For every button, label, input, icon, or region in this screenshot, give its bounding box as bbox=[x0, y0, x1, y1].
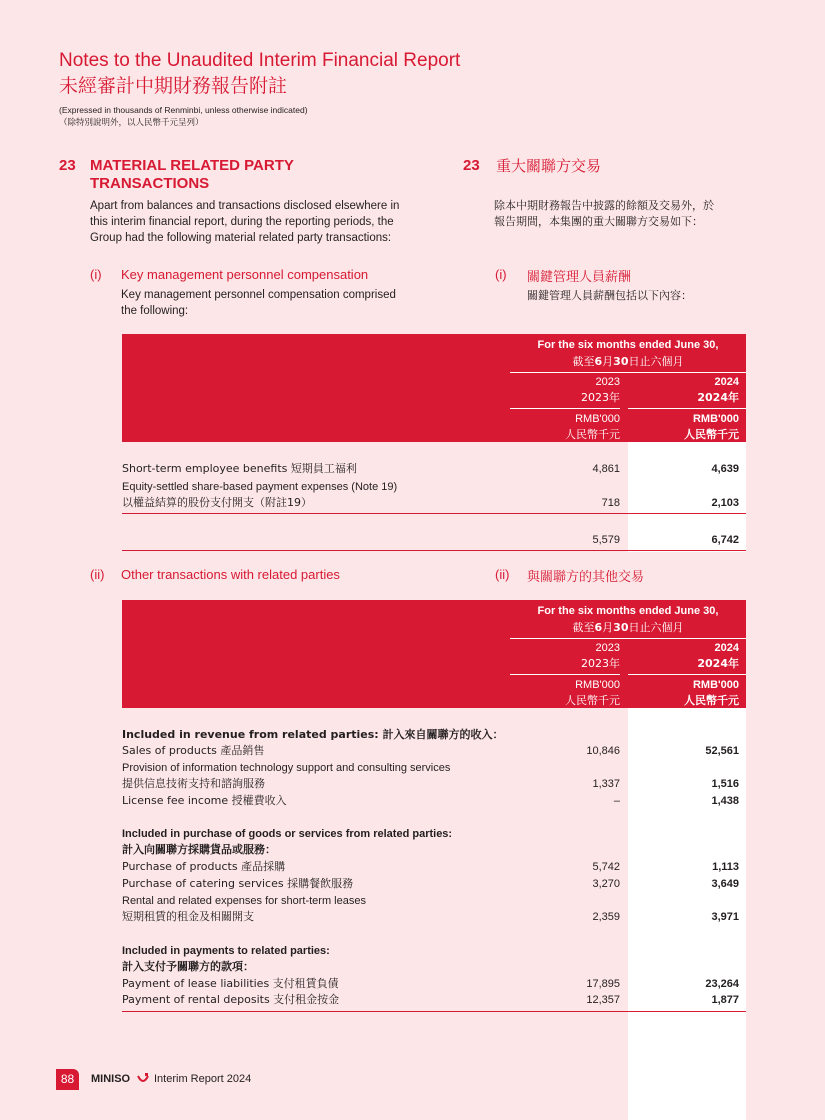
sub-i-desc-zh: 關鍵管理人員薪酬包括以下內容： bbox=[527, 289, 692, 302]
year-2024-zh: 2024年 bbox=[697, 391, 739, 404]
miniso-smile-icon bbox=[136, 1072, 150, 1086]
unit-2023: RMB'000 bbox=[575, 413, 620, 425]
page-title-zh: 未經審計中期財務報告附註 bbox=[59, 75, 288, 97]
expressed-note-en: (Expressed in thousands of Renminbi, unless otherwise indicated) bbox=[59, 105, 308, 115]
page-title-en: Notes to the Unaudited Interim Financial Report bbox=[59, 50, 461, 71]
intro-zh-1: 除本中期財務報告中披露的餘額及交易外，於 bbox=[494, 199, 714, 212]
intro-en-1: Apart from balances and transactions disclosed elsewhere in bbox=[90, 200, 400, 212]
section-title-zh: 重大關聯方交易 bbox=[496, 157, 602, 175]
intro-en-2: this interim financial report, during the reporting periods, the bbox=[90, 216, 394, 228]
sub-ii-marker-zh: (ii) bbox=[495, 567, 510, 582]
table-bottom-rule bbox=[122, 1011, 746, 1012]
intro-zh-2: 報告期間，本集團的重大關聯方交易如下： bbox=[494, 215, 703, 228]
period-en: For the six months ended June 30, bbox=[537, 605, 719, 617]
sub-i-marker-zh: (i) bbox=[495, 267, 507, 282]
section-title-en-2: TRANSACTIONS bbox=[90, 175, 210, 192]
sub-i-title-zh: 關鍵管理人員薪酬 bbox=[527, 270, 632, 285]
sub-i-marker: (i) bbox=[90, 267, 102, 282]
total-rule bbox=[122, 550, 746, 551]
sub-ii-title-zh: 與關聯方的其他交易 bbox=[527, 570, 645, 585]
brand-name: MINISO bbox=[91, 1073, 131, 1085]
unit-2023-zh: 人民幣千元 bbox=[565, 694, 620, 707]
period-zh: 截至6月30日止六個月 bbox=[572, 621, 684, 634]
unit-2023-zh: 人民幣千元 bbox=[565, 428, 620, 441]
sub-ii-title-en: Other transactions with related parties bbox=[121, 567, 340, 582]
unit-2024: RMB'000 bbox=[692, 679, 739, 691]
section-number-zh: 23 bbox=[463, 157, 480, 174]
expressed-note-zh: （除特別說明外，以人民幣千元呈列） bbox=[59, 118, 204, 128]
unit-2024-zh: 人民幣千元 bbox=[684, 428, 739, 441]
sub-ii-marker: (ii) bbox=[90, 567, 105, 582]
table-other-transactions: For the six months ended June 30, 截至6月30日止六個月 2023 2023年 2024 2024年 RMB'000 人民幣千元 RMB'000 人民幣千元 Included in revenue from related parties: 計入來自關聯方的收入： Sales of products 產品銷售 10,846 52,561 Provision of information technology support and consulting services 提供信息技術支持和諮詢服務 1,337 1,516 License fee income 授權費收入 – 1,438 Included in purchase of goods or services from related parties: 計入向關聯方採購貨品或服務： Purchase of products 產品採購 5,742 1,113 Purchase of catering services 採購餐飲服務 3,270 3,649 Rental and related expenses for short-term leases 短期租賃的租金及相關開支 2,359 3,971 Included in payments to related parties: 計入支付予關聯方的款項： Payment of lease liabilities 支付租賃負債 17,895 23,264 Payment of rental deposits 支付租金按金 12,357 1,877 bbox=[122, 600, 746, 1015]
year-2023-zh: 2023年 bbox=[581, 657, 620, 670]
year-2023-zh: 2023年 bbox=[581, 391, 620, 404]
unit-2023: RMB'000 bbox=[575, 679, 620, 691]
sub-i-desc-en-1: Key management personnel compensation comprised bbox=[121, 289, 396, 301]
sub-i-desc-en-2: the following: bbox=[121, 305, 189, 317]
table-key-mgmt: For the six months ended June 30, 截至6月30日止六個月 2023 2023年 2024 2024年 RMB'000 人民幣千元 RMB'000 人民幣千元 Short-term employee benefits 短期員工福利 4,861 4,639 Equity-settled share-based payment expenses (Note 19) 以權益結算的股份支付開支（附註19） 718 2,103 5,579 6,742 bbox=[122, 334, 746, 554]
sub-i-title-en: Key management personnel compensation bbox=[121, 267, 369, 282]
page-number: 88 bbox=[56, 1069, 79, 1090]
year-2023: 2023 bbox=[595, 376, 620, 388]
year-2024-zh: 2024年 bbox=[697, 657, 739, 670]
unit-2024-zh: 人民幣千元 bbox=[684, 694, 739, 707]
unit-2024: RMB'000 bbox=[692, 413, 739, 425]
year-2024: 2024 bbox=[714, 642, 739, 654]
period-en: For the six months ended June 30, bbox=[537, 339, 719, 351]
section-title-en-1: MATERIAL RELATED PARTY bbox=[90, 157, 294, 174]
intro-en-3: Group had the following material related party transactions: bbox=[90, 232, 392, 244]
period-zh: 截至6月30日止六個月 bbox=[572, 355, 684, 368]
year-2023: 2023 bbox=[595, 642, 620, 654]
report-name: Interim Report 2024 bbox=[154, 1073, 252, 1085]
section-number: 23 bbox=[59, 157, 76, 174]
year-2024: 2024 bbox=[714, 376, 739, 388]
subtotal-rule bbox=[122, 513, 746, 514]
